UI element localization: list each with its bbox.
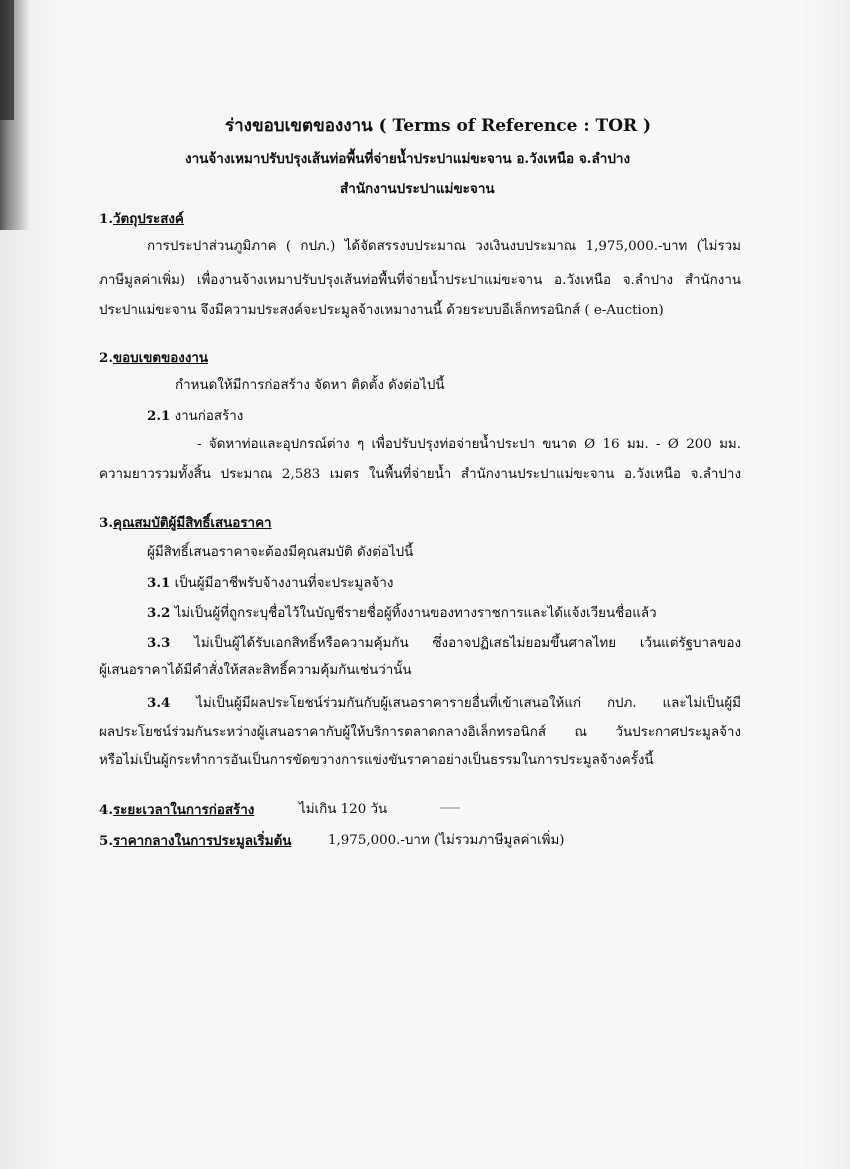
item-3-2-number: 3.2 [147, 605, 171, 621]
section3-intro: ผู้มีสิทธิ์เสนอราคาจะต้องมีคุณสมบัติ ดังต่อไปนี้ [147, 545, 414, 560]
section1-line-3: ประปาแม่ขะจาน จึงมีความประสงค์จะประมูลจ้างเหมางานนี้ ด้วยระบบอีเล็กทรอนิกส์ ( e-Auction) [99, 303, 664, 318]
section5-value: 1,975,000.-บาท (ไม่รวมภาษีมูลค่าเพิ่ม) [328, 833, 565, 848]
section3-item-3-3-cont: ผู้เสนอราคาได้มีคำสั่งให้สละสิทธิ์ความคุ้มกันเช่นว่านั้น [99, 663, 412, 678]
section4-row [99, 801, 254, 820]
document-title: ร่างขอบเขตของงาน ( Terms of Reference : TOR ) [225, 116, 652, 136]
section2-line-1: - จัดหาท่อและอุปกรณ์ต่าง ๆ เพื่อปรับปรุงท่อจ่ายน้ำประปา ขนาด Ø 16 มม. - Ø 200 มม. [197, 437, 741, 452]
section5-row [99, 832, 291, 851]
item-3-3-text-1: ไม่เป็นผู้ได้รับเอกสิทธิ์หรือความคุ้มกัน ซึ่งอาจปฏิเสธไม่ยอมขึ้นศาลไทย เว้นแต่รัฐบาลของ [194, 636, 741, 651]
section2-title: ขอบเขตของงาน [112, 350, 209, 366]
item-2-1-label: งานก่อสร้าง [174, 409, 244, 424]
section4-number: 4. [99, 802, 113, 818]
section2-item-2-1 [147, 407, 243, 426]
section1-line-2: ภาษีมูลค่าเพิ่ม) เพื่องานจ้างเหมาปรับปรุงเส้นท่อพื้นที่จ่ายน้ำประปาแม่ขะจาน อ.วังเหนือ จ.ลำปาง สำนักงาน [99, 273, 741, 288]
section3-number: 3. [99, 515, 113, 531]
section1-title: วัตถุประสงค์ [112, 211, 184, 227]
section3-item-3-1 [147, 574, 393, 593]
section1-heading [99, 210, 184, 228]
section4-value: ไม่เกิน 120 วัน [299, 802, 388, 817]
section3-item-3-4-cont-2: หรือไม่เป็นผู้กระทำการอันเป็นการขัดขวางการแข่งขันราคาอย่างเป็นธรรมในการประมูลจ้างครั้งนี้ [99, 753, 654, 768]
scan-corner-mark [0, 0, 14, 120]
section3-heading [99, 514, 272, 532]
office-name: สำนักงานประปาแม่ขะจาน [340, 181, 495, 197]
section4-title: ระยะเวลาในการก่อสร้าง [112, 802, 255, 818]
section5-title: ราคากลางในการประมูลเริ่มต้น [112, 833, 292, 849]
section2-intro: กำหนดให้มีการก่อสร้าง จัดหา ติดตั้ง ดังต่อไปนี้ [175, 378, 445, 393]
item-3-3-number: 3.3 [147, 635, 171, 651]
section3-item-3-2 [147, 604, 657, 623]
section1-line-1: การประปาส่วนภูมิภาค ( กปภ.) ได้จัดสรรงบประมาณ วงเงินงบประมาณ 1,975,000.-บาท (ไม่รวม [147, 239, 741, 254]
section3-item-3-4-cont-1: ผลประโยชน์ร่วมกันระหว่างผู้เสนอราคากับผู้ให้บริการตลาดกลางอิเล็กทรอนิกส์ ณ วันประกาศประมูลจ้าง [99, 725, 741, 740]
item-3-1-number: 3.1 [147, 575, 171, 591]
section2-line-2: ความยาวรวมทั้งสิ้น ประมาณ 2,583 เมตร ในพื้นที่จ่ายน้ำ สำนักงานประปาแม่ขะจาน อ.วังเหนือ จ.ลำปาง [99, 467, 741, 482]
section2-heading [99, 349, 208, 367]
item-3-4-number: 3.4 [147, 695, 171, 711]
section3-title: คุณสมบัติผู้มีสิทธิ์เสนอราคา [112, 515, 272, 531]
section5-number: 5. [99, 833, 113, 849]
document-subtitle: งานจ้างเหมาปรับปรุงเส้นท่อพื้นที่จ่ายน้ำประปาแม่ขะจาน อ.วังเหนือ จ.ลำปาง [185, 151, 631, 167]
item-3-4-text-1: ไม่เป็นผู้มีผลประโยชน์ร่วมกันกับผู้เสนอราคารายอื่นที่เข้าเสนอให้แก่ กปภ. และไม่เป็นผู้มี [196, 696, 741, 711]
item-2-1-number: 2.1 [147, 408, 171, 424]
section3-item-3-4 [147, 694, 741, 713]
item-3-1-text: เป็นผู้มีอาชีพรับจ้างงานที่จะประมูลจ้าง [174, 576, 394, 591]
item-3-2-text: ไม่เป็นผู้ที่ถูกระบุชื่อไว้ในบัญชีรายชื่อผู้ทิ้งงานของทางราชการและได้แจ้งเวียนชื่อแล้ว [174, 606, 657, 621]
section1-number: 1. [99, 211, 113, 227]
section3-item-3-3 [147, 634, 741, 653]
scan-smudge [440, 807, 460, 809]
section2-number: 2. [99, 350, 113, 366]
